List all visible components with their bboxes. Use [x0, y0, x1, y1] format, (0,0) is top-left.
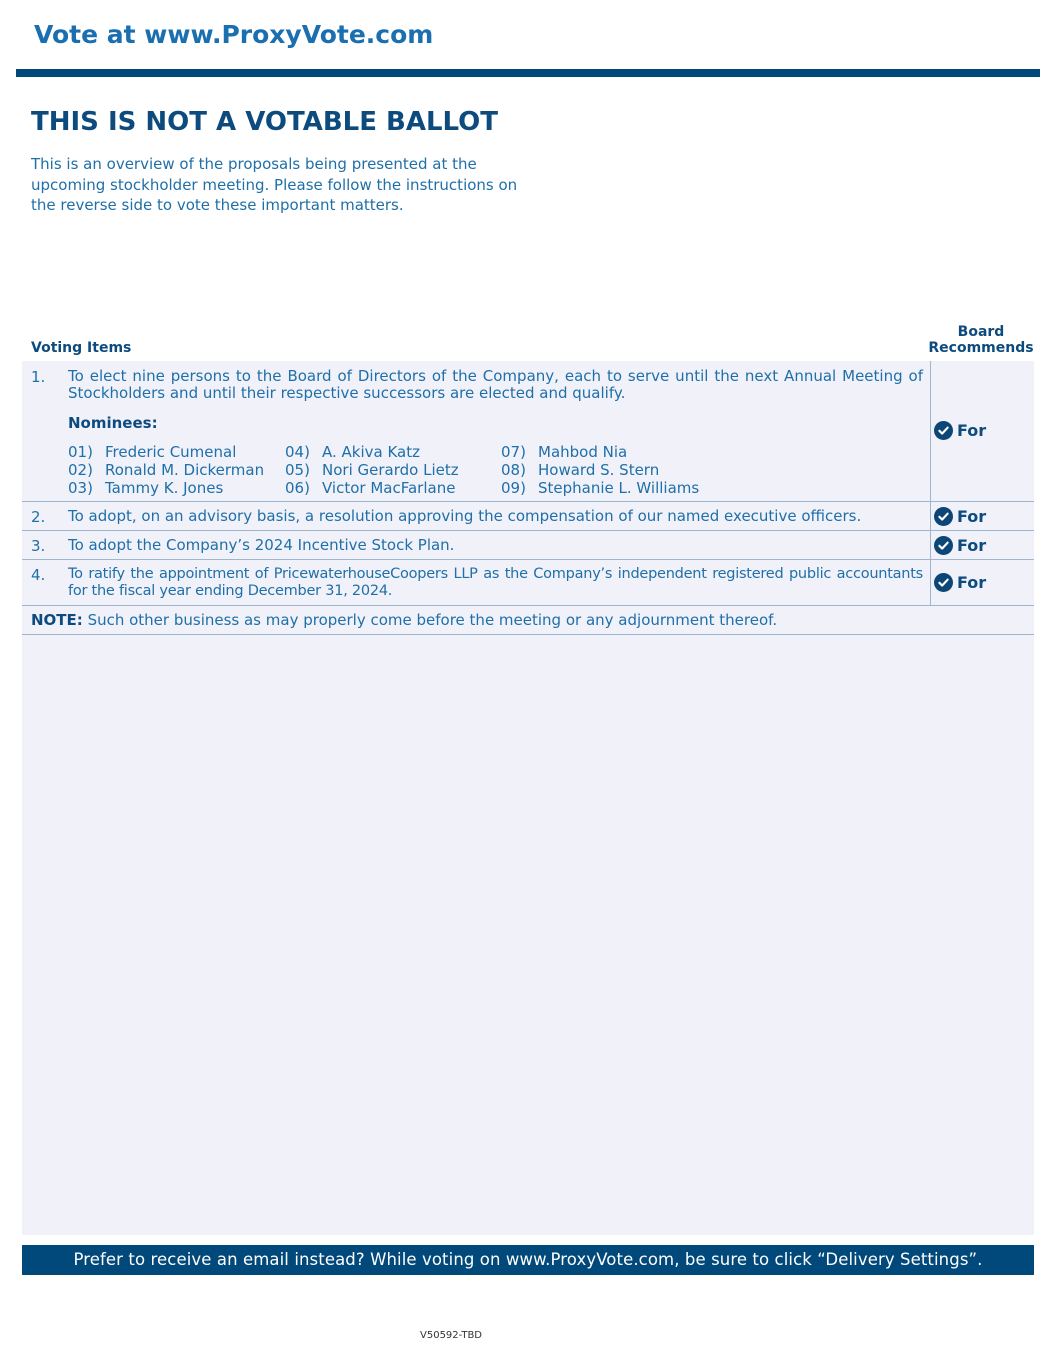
nominee-name: Howard S. Stern [538, 461, 660, 479]
item-number: 4. [31, 566, 46, 584]
voting-item-2 [22, 502, 1034, 531]
board-header-line: Recommends [928, 340, 1034, 356]
recommendation-label: For [957, 573, 987, 592]
item-number: 2. [31, 508, 46, 526]
nominee-name: Nori Gerardo Lietz [322, 461, 459, 479]
check-circle-icon [934, 573, 953, 592]
voting-item-3 [22, 531, 1034, 560]
item-text: To adopt the Company’s 2024 Incentive Stock Plan. [68, 536, 455, 554]
nominee-number: 04) [285, 443, 310, 461]
nominee [501, 461, 659, 479]
footer-code: V50592-TBD [420, 1330, 483, 1341]
voting-item-4 [22, 560, 1034, 606]
nominee-name: Victor MacFarlane [322, 479, 456, 497]
item-number: 1. [31, 368, 46, 386]
item-number: 3. [31, 537, 46, 555]
recommendation-badge [934, 573, 986, 592]
item-text: To elect nine persons to the Board of Directors of the Company, each to serve until the next Annual Meeting of Stockholders and until their respective successors are elected and qualify. [68, 367, 923, 402]
nominee [68, 443, 236, 461]
intro-line: upcoming stockholder meeting. Please follow the instructions on [31, 175, 518, 194]
recommendation-label: For [957, 421, 987, 440]
voting-item-1 [22, 361, 1034, 502]
voting-items-panel [22, 361, 1034, 1235]
nominee [501, 479, 699, 497]
board-header-line: Board [957, 324, 1005, 340]
recommendation-label: For [957, 536, 987, 555]
intro-line: This is an overview of the proposals being presented at the [31, 155, 477, 173]
recommendation-badge [934, 507, 986, 526]
recommendation-badge [934, 536, 986, 555]
note-label: NOTE: [31, 611, 83, 629]
nominee [285, 461, 459, 479]
nominee [68, 461, 264, 479]
nominee-number: 09) [501, 479, 526, 497]
nominee-name: Ronald M. Dickerman [105, 461, 265, 479]
nominee-number: 03) [68, 479, 93, 497]
nominee-number: 08) [501, 461, 526, 479]
nominee [285, 479, 455, 497]
nominee-name: Mahbod Nia [538, 443, 628, 461]
nominee [285, 443, 420, 461]
nominee-name: Stephanie L. Williams [538, 479, 700, 497]
note-body: Such other business as may properly come before the meeting or any adjournment thereof. [82, 611, 778, 629]
recommendation-label: For [957, 507, 987, 526]
ballot-heading: THIS IS NOT A VOTABLE BALLOT [31, 107, 499, 137]
nominee-name: Frederic Cumenal [105, 443, 237, 461]
email-delivery-banner: Prefer to receive an email instead? While voting on www.ProxyVote.com, be sure to click “Delivery Settings”. [22, 1245, 1034, 1275]
nominees-heading: Nominees: [68, 414, 158, 432]
note-text [31, 606, 777, 635]
recommendation-badge [934, 421, 986, 440]
check-circle-icon [934, 536, 953, 555]
intro-text [31, 154, 531, 216]
nominee-number: 06) [285, 479, 310, 497]
voting-items-header: Voting Items [31, 340, 132, 356]
check-circle-icon [934, 507, 953, 526]
nominee-number: 07) [501, 443, 526, 461]
board-recommends-header [928, 324, 1034, 356]
header-title[interactable]: Vote at www.ProxyVote.com [34, 20, 434, 49]
item-text: To adopt, on an advisory basis, a resolution approving the compensation of our named executive officers. [68, 507, 862, 525]
nominee-number: 05) [285, 461, 310, 479]
nominee-name: A. Akiva Katz [322, 443, 421, 461]
nominee [68, 479, 223, 497]
nominee-name: Tammy K. Jones [105, 479, 224, 497]
nominee [501, 443, 627, 461]
intro-line: the reverse side to vote these important matters. [31, 196, 404, 214]
check-circle-icon [934, 421, 953, 440]
item-text: To ratify the appointment of PricewaterhouseCoopers LLP as the Company’s independent registered public accountants for the fiscal year ending December 31, 2024. [68, 566, 923, 599]
header-rule [16, 69, 1040, 77]
nominee-number: 02) [68, 461, 93, 479]
note-row [22, 606, 1034, 635]
nominee-number: 01) [68, 443, 93, 461]
